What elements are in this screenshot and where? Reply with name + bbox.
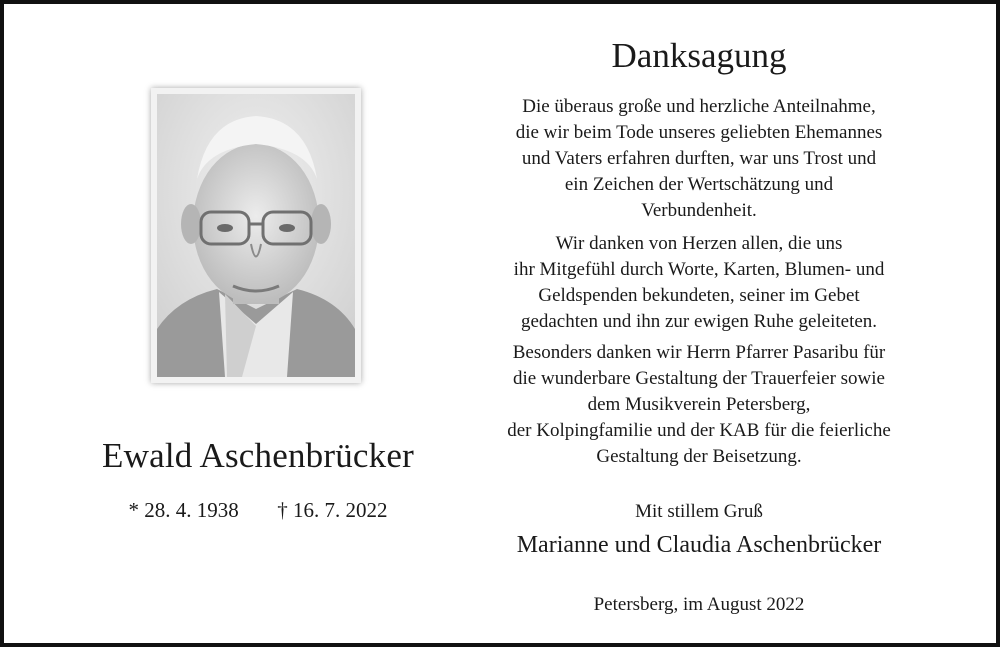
deceased-panel (8, 8, 508, 647)
paragraph-line: dem Musikverein Petersberg, (587, 394, 811, 415)
life-dates (8, 498, 508, 523)
paragraph-line: ihr Mitgefühl durch Worte, Karten, Blumen- und (513, 259, 885, 280)
place-and-date: Petersberg, im August 2022 (593, 594, 805, 615)
death-date: 16. 7. 2022 (293, 498, 388, 522)
paragraph-line: die wunderbare Gestaltung der Trauerfeier sowie (513, 368, 885, 389)
deceased-name: Ewald Aschenbrücker (102, 436, 414, 475)
portrait-photo (157, 94, 355, 377)
paragraph-sympathy (474, 94, 924, 224)
paragraph-line: Gestaltung der Beisetzung. (596, 446, 802, 467)
paragraph-line: Wir danken von Herzen allen, die uns (555, 233, 843, 254)
paragraph-line: der Kolpingfamilie und der KAB für die feierliche (507, 420, 891, 441)
greeting: Mit stillem Gruß (635, 501, 763, 522)
paragraph-special-thanks (474, 340, 924, 470)
birth-date: 28. 4. 1938 (144, 498, 239, 522)
death-symbol: † (277, 498, 288, 522)
portrait-illustration (157, 94, 355, 377)
paragraph-line: Die überaus große und herzliche Anteilnahme, (522, 96, 876, 117)
paragraph-thanks (474, 231, 924, 335)
birth-symbol: * (128, 498, 139, 522)
family-signature: Marianne und Claudia Aschenbrücker (516, 532, 882, 558)
paragraph-line: und Vaters erfahren durften, war uns Trost und (521, 148, 877, 169)
paragraph-line: Geldspenden bekundeten, seiner im Gebet (538, 285, 860, 306)
message-panel (474, 8, 924, 647)
paragraph-line: ein Zeichen der Wertschätzung und (564, 174, 834, 195)
notice-title: Danksagung (611, 36, 787, 75)
paragraph-line: die wir beim Tode unseres geliebten Ehemannes (515, 122, 883, 143)
paragraph-line: gedachten und ihn zur ewigen Ruhe geleiteten. (520, 311, 878, 332)
portrait-frame (151, 88, 361, 383)
paragraph-line: Verbundenheit. (641, 200, 757, 221)
paragraph-line: Besonders danken wir Herrn Pfarrer Pasaribu für (512, 342, 886, 363)
